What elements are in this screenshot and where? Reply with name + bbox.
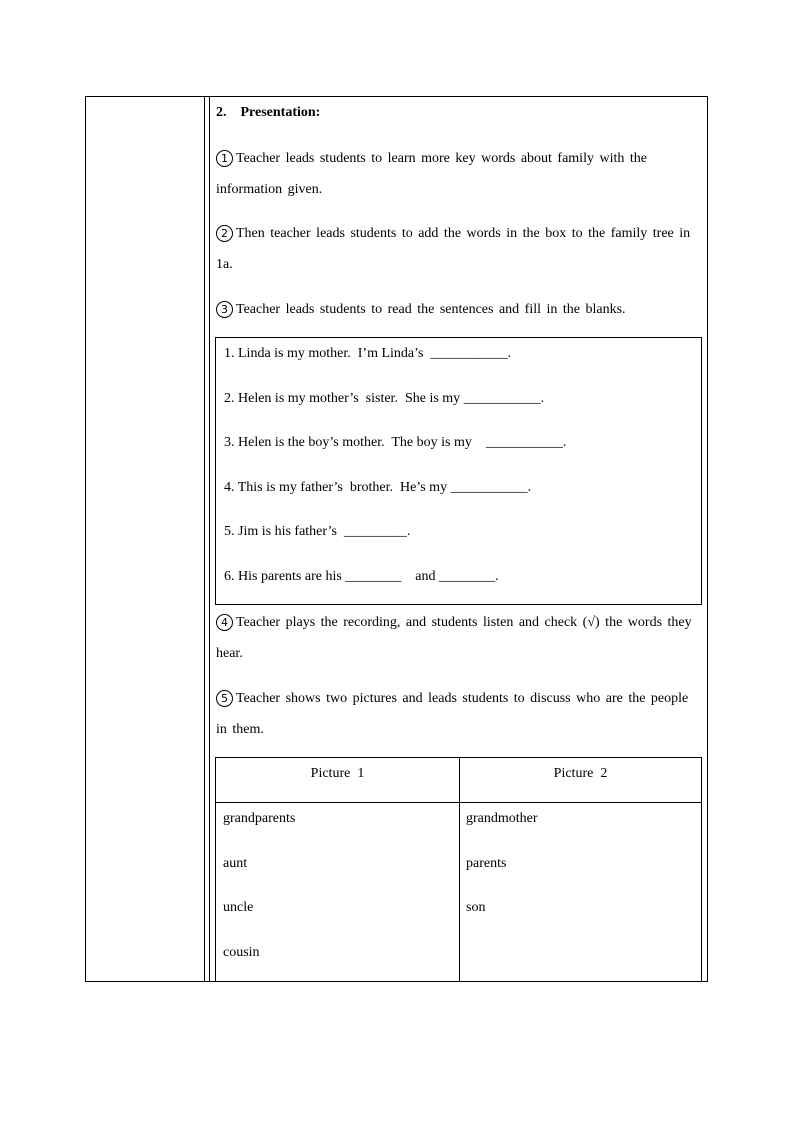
step-5 [216,683,704,745]
step-2 [216,218,704,280]
column-divider [459,758,460,981]
step-2-text: Then teacher leads students to add the words in the box to the family tree in 1a. [216,226,691,272]
blank-sentence-5: 5. Jim is his father’s _________. [224,524,411,539]
picture-1-item: aunt [223,856,248,871]
picture-1-header: Picture 1 [310,766,365,781]
lesson-table [85,96,708,982]
right-column [209,97,707,981]
header-divider [216,802,701,803]
picture-2-header: Picture 2 [553,766,608,781]
pictures-table [215,757,702,982]
blank-sentence-1: 1. Linda is my mother. I’m Linda’s ___________. [224,346,511,361]
circled-number-4: 4 [216,614,233,631]
picture-1-item: cousin [223,945,260,960]
picture-2-item: parents [466,856,507,871]
circled-number-1: 1 [216,150,233,167]
step-4-text: Teacher plays the recording, and students listen and check (√) the words they hear. [216,615,692,661]
circled-number-5: 5 [216,690,233,707]
picture-2-item: grandmother [466,811,538,826]
left-column [86,97,205,981]
picture-1-item: grandparents [223,811,296,826]
circled-number-3: 3 [216,301,233,318]
picture-2-item: son [466,900,486,915]
step-3-text: Teacher leads students to read the sentences and fill in the blanks. [236,302,626,317]
step-1-text: Teacher leads students to learn more key words about family with the information given. [216,151,647,197]
step-3 [216,294,704,325]
step-4 [216,607,704,669]
blank-sentence-6: 6. His parents are his ________ and ________. [224,569,499,584]
section-title: 2. Presentation: [216,105,321,120]
step-5-text: Teacher shows two pictures and leads students to discuss who are the people in them. [216,691,689,737]
fill-in-blanks-box [215,337,702,605]
circled-number-2: 2 [216,225,233,242]
blank-sentence-3: 3. Helen is the boy’s mother. The boy is my ___________. [224,435,567,450]
blank-sentence-2: 2. Helen is my mother’s sister. She is my ___________. [224,391,545,406]
step-1 [216,143,704,205]
blank-sentence-4: 4. This is my father’s brother. He’s my ___________. [224,480,532,495]
picture-1-item: uncle [223,900,254,915]
